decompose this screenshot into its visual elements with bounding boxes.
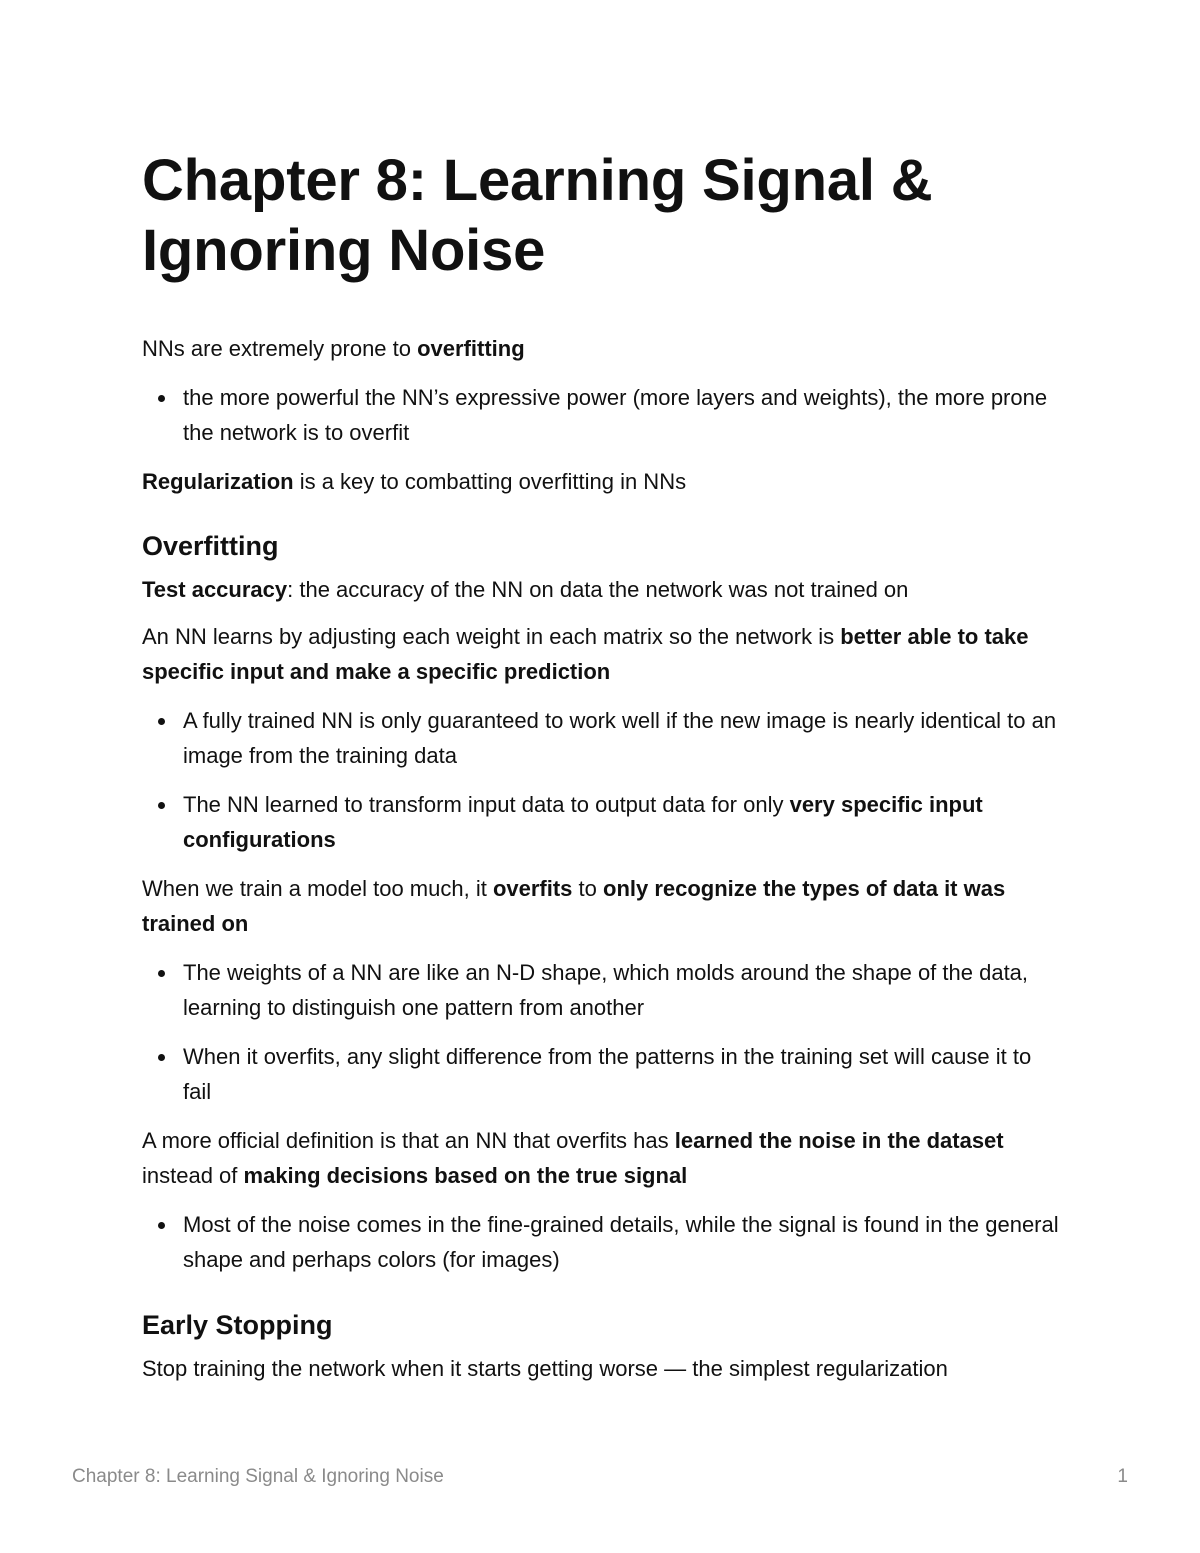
nn-learns-paragraph bbox=[142, 619, 1060, 689]
intro-bold-overfitting: overfitting bbox=[417, 336, 525, 361]
intro-text: NNs are extremely prone to bbox=[142, 336, 418, 361]
definition-bold-1: learned the noise in the dataset bbox=[674, 1128, 1004, 1153]
train-too-much-paragraph bbox=[142, 871, 1060, 941]
document-body bbox=[142, 146, 1060, 1386]
intro-paragraph bbox=[142, 331, 1060, 366]
train-bold-1: overfits bbox=[492, 876, 573, 901]
nn-learns-text: An NN learns by adjusting each weight in each matrix so the network is bbox=[142, 624, 841, 649]
footer-title: Chapter 8: Learning Signal & Ignoring Noise bbox=[72, 1466, 444, 1487]
list-item: When it overfits, any slight difference from the patterns in the training set will cause it to fail bbox=[142, 1039, 1060, 1109]
test-accuracy-text: : the accuracy of the NN on data the network was not trained on bbox=[287, 577, 909, 602]
regularization-bold: Regularization bbox=[142, 469, 294, 494]
overfitting-bullet-list-b bbox=[142, 955, 1060, 1109]
list-item-text: The NN learned to transform input data to output data for only bbox=[183, 792, 790, 817]
intro-bullet-list bbox=[142, 380, 1060, 450]
test-accuracy-bold: Test accuracy bbox=[142, 577, 288, 602]
train-text-1: When we train a model too much, it bbox=[142, 876, 493, 901]
section-heading-overfitting: Overfitting bbox=[142, 531, 279, 561]
regularization-text: is a key to combatting overfitting in NNs bbox=[293, 469, 687, 494]
definition-bold-2: making decisions based on the true signal bbox=[243, 1163, 688, 1188]
definition-text-1: A more official definition is that an NN that overfits has bbox=[142, 1128, 675, 1153]
list-item-bold: very specific input configurations bbox=[183, 792, 983, 852]
regularization-paragraph bbox=[142, 464, 1060, 499]
list-item-text: A fully trained NN is only guaranteed to work well if the new image is nearly identical to an image from the training data bbox=[183, 708, 1057, 768]
list-item: The weights of a NN are like an N-D shape, which molds around the shape of the data, learning to distinguish one pattern from another bbox=[142, 955, 1060, 1025]
definition-text-2: instead of bbox=[142, 1163, 244, 1188]
nn-learns-bold: better able to take specific input and make a specific prediction bbox=[142, 624, 1029, 684]
official-definition-paragraph bbox=[142, 1123, 1060, 1193]
section-heading-early-stopping: Early Stopping bbox=[142, 1310, 333, 1340]
early-stopping-paragraph: Stop training the network when it starts getting worse — the simplest regularization bbox=[142, 1356, 948, 1381]
test-accuracy-paragraph bbox=[142, 572, 1060, 607]
train-text-2: to bbox=[572, 876, 603, 901]
footer-page-number: 1 bbox=[1117, 1466, 1128, 1487]
list-item: Most of the noise comes in the fine-grained details, while the signal is found in the general shape and perhaps colors (for images) bbox=[142, 1207, 1060, 1277]
overfitting-bullet-list-c bbox=[142, 1207, 1060, 1277]
overfitting-bullet-list-a bbox=[142, 703, 1060, 857]
page-title: Chapter 8: Learning Signal & Ignoring Noise bbox=[142, 148, 933, 283]
train-bold-2: only recognize the types of data it was trained on bbox=[142, 876, 1006, 936]
list-item bbox=[142, 703, 1060, 773]
list-item: the more powerful the NN’s expressive power (more layers and weights), the more prone the network is to overfit bbox=[142, 380, 1060, 450]
list-item bbox=[142, 787, 1060, 857]
